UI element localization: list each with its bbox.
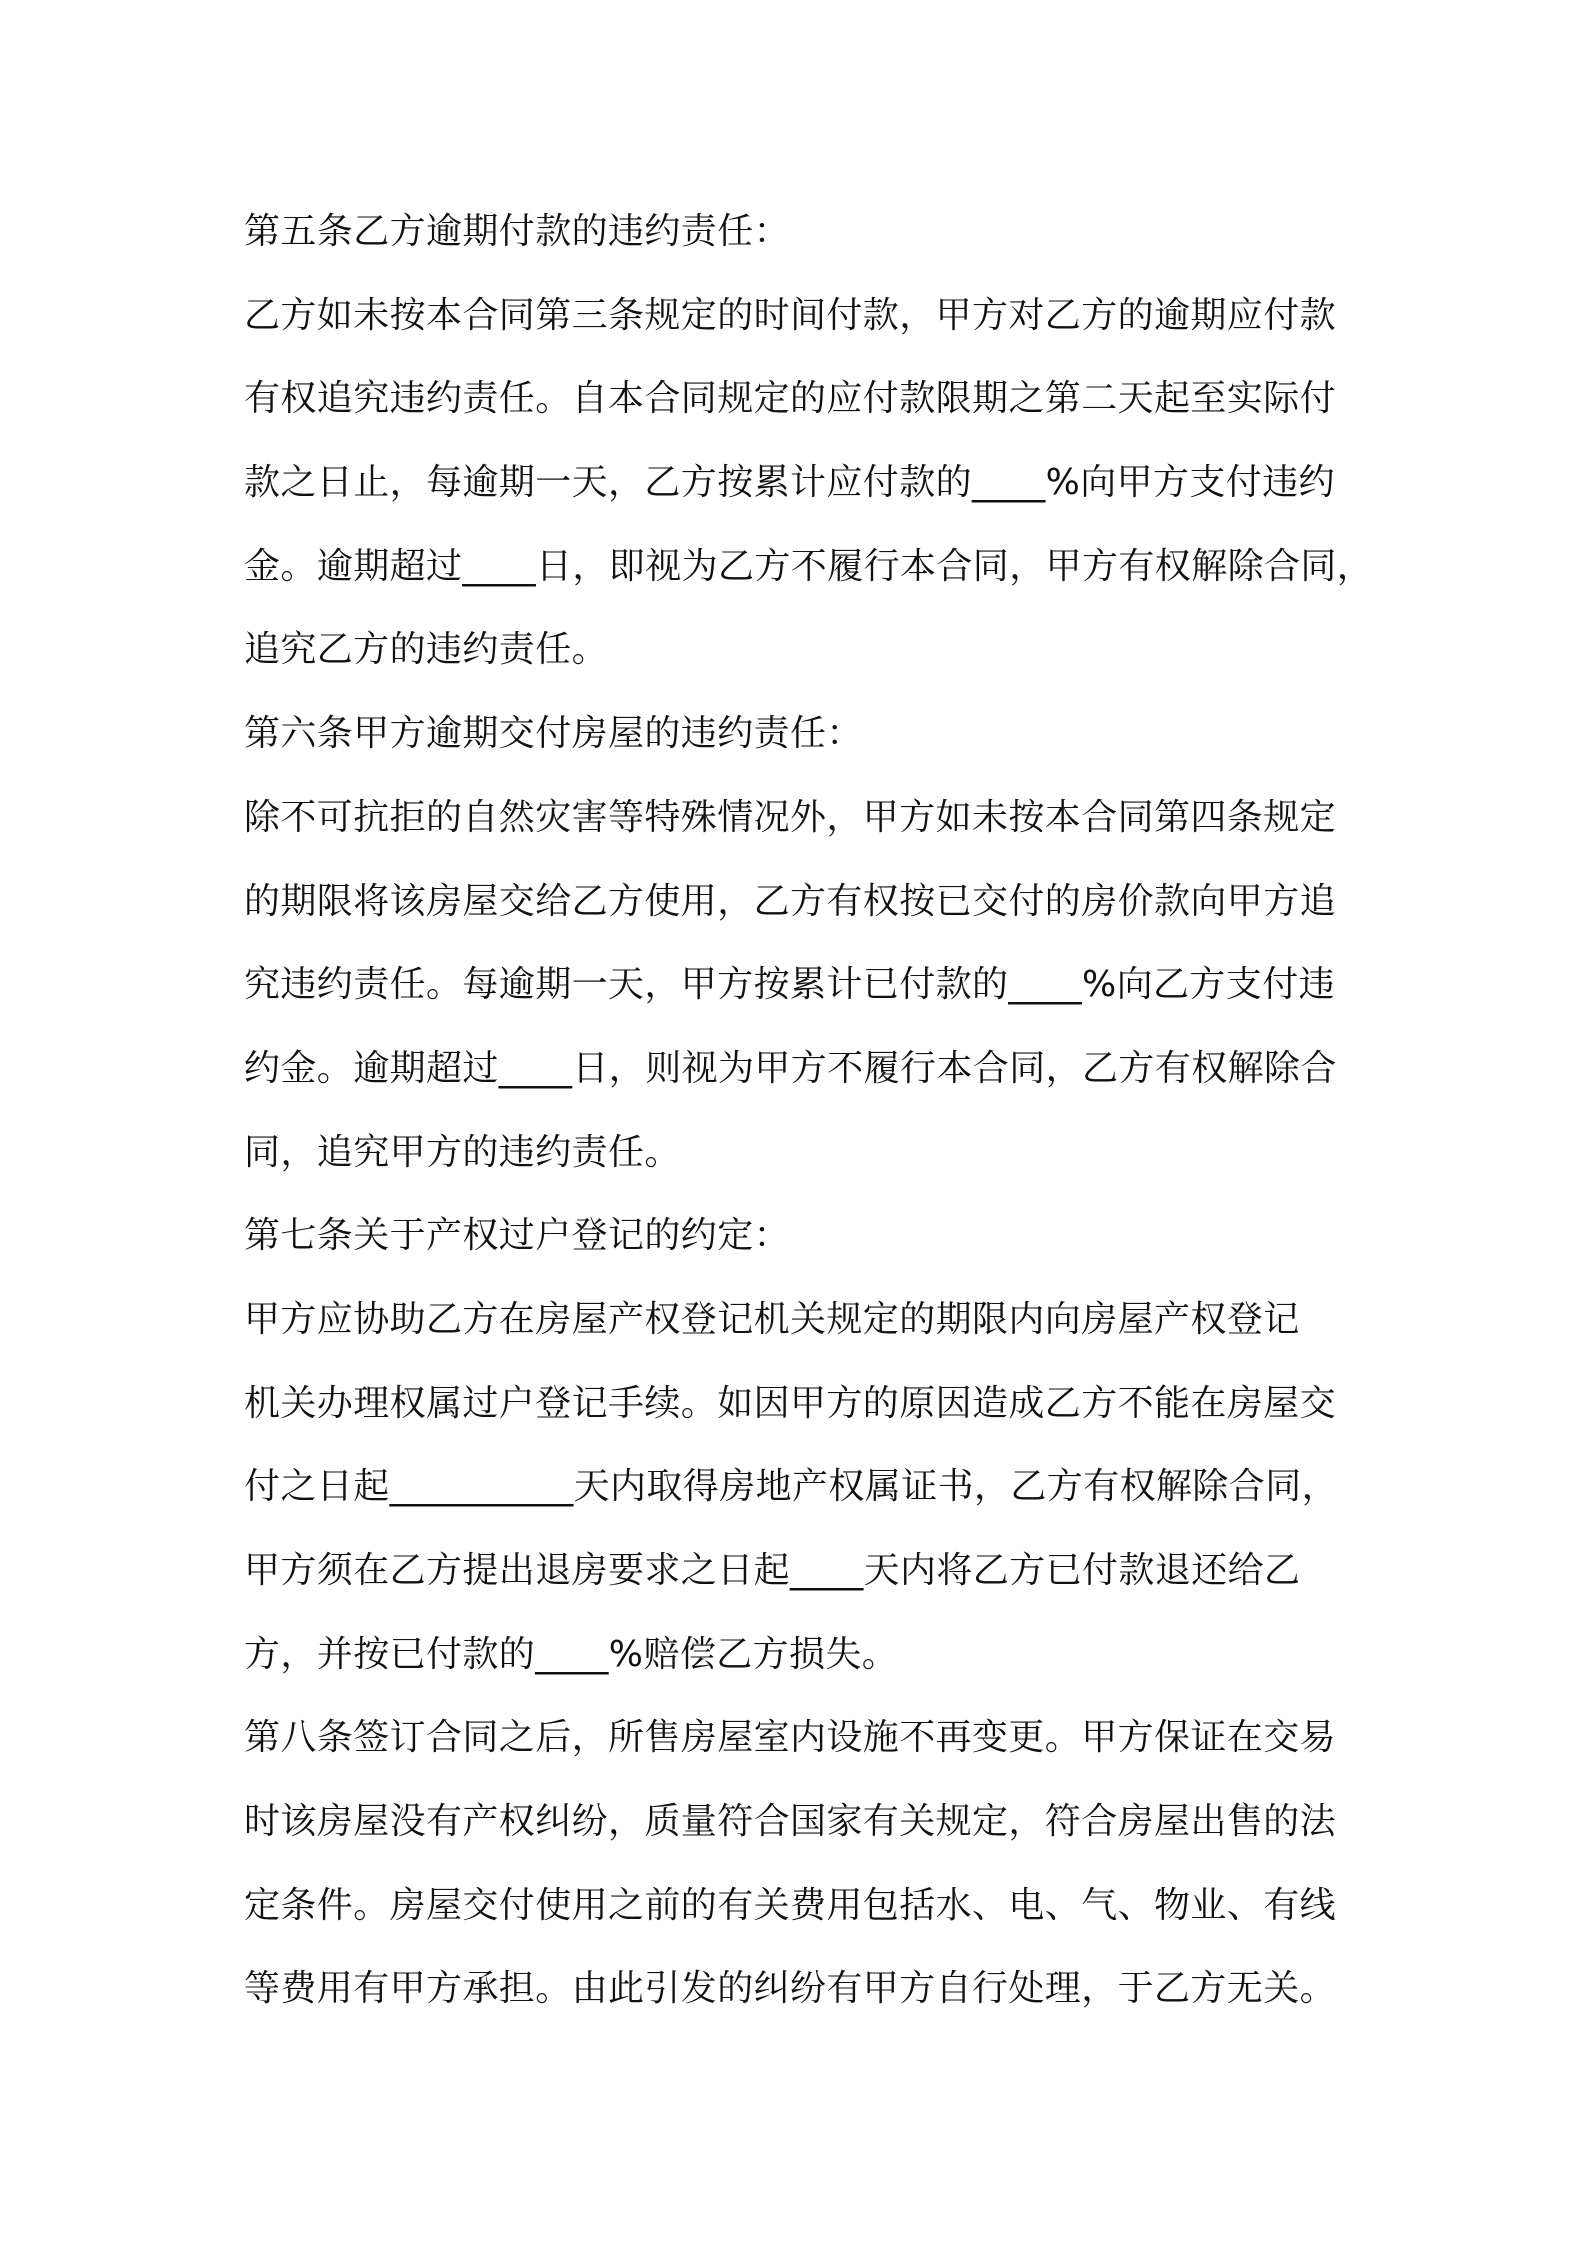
article-5-line-2: 有权追究违约责任。自本合同规定的应付款限期之第二天起至实际付 <box>244 378 1337 420</box>
article-8-line-1: 第八条签订合同之后，所售房屋室内设施不再变更。甲方保证在交易 <box>244 1717 1337 1759</box>
article-7-line-3: 付之日起__________天内取得房地产权属证书，乙方有权解除合同， <box>244 1466 1339 1508</box>
article-8-line-3: 定条件。房屋交付使用之前的有关费用包括水、电、气、物业、有线 <box>244 1884 1337 1926</box>
contract-page <box>244 190 1374 2031</box>
article-7-line-2: 机关办理权属过户登记手续。如因甲方的原因造成乙方不能在房屋交 <box>244 1382 1337 1424</box>
article-6-heading: 第六条甲方逾期交付房屋的违约责任： <box>244 713 863 755</box>
article-7-line-1: 甲方应协助乙方在房屋产权登记机关规定的期限内向房屋产权登记 <box>244 1298 1300 1340</box>
article-7-line-5: 方，并按已付款的____%赔偿乙方损失。 <box>244 1633 899 1675</box>
article-5-line-5: 追究乙方的违约责任。 <box>244 629 609 671</box>
article-6-line-5: 同，追究甲方的违约责任。 <box>244 1131 681 1173</box>
article-5-line-3: 款之日止，每逾期一天，乙方按累计应付款的____%向甲方支付违约 <box>244 462 1336 504</box>
article-7-line-4: 甲方须在乙方提出退房要求之日起____天内将乙方已付款退还给乙 <box>244 1550 1301 1591</box>
article-6-line-3: 究违约责任。每逾期一天，甲方按累计已付款的____%向乙方支付违 <box>244 964 1336 1006</box>
article-8-line-4: 等费用有甲方承担。由此引发的纠纷有甲方自行处理，于乙方无关。 <box>244 1968 1337 2010</box>
article-5-line-1: 乙方如未按本合同第三条规定的时间付款，甲方对乙方的逾期应付款 <box>244 294 1337 336</box>
article-5-line-4: 金。逾期超过____日，即视为乙方不履行本合同，甲方有权解除合同， <box>244 545 1374 587</box>
article-6-line-1: 除不可抗拒的自然灾害等特殊情况外，甲方如未按本合同第四条规定 <box>244 796 1337 838</box>
article-8-line-2: 时该房屋没有产权纠纷，质量符合国家有关规定，符合房屋出售的法 <box>244 1801 1337 1843</box>
article-7-heading: 第七条关于产权过户登记的约定： <box>244 1215 791 1257</box>
article-6-line-4: 约金。逾期超过____日，则视为甲方不履行本合同，乙方有权解除合 <box>244 1047 1337 1089</box>
article-6-line-2: 的期限将该房屋交给乙方使用，乙方有权按已交付的房价款向甲方追 <box>244 880 1337 922</box>
article-5-heading: 第五条乙方逾期付款的违约责任： <box>244 211 791 252</box>
